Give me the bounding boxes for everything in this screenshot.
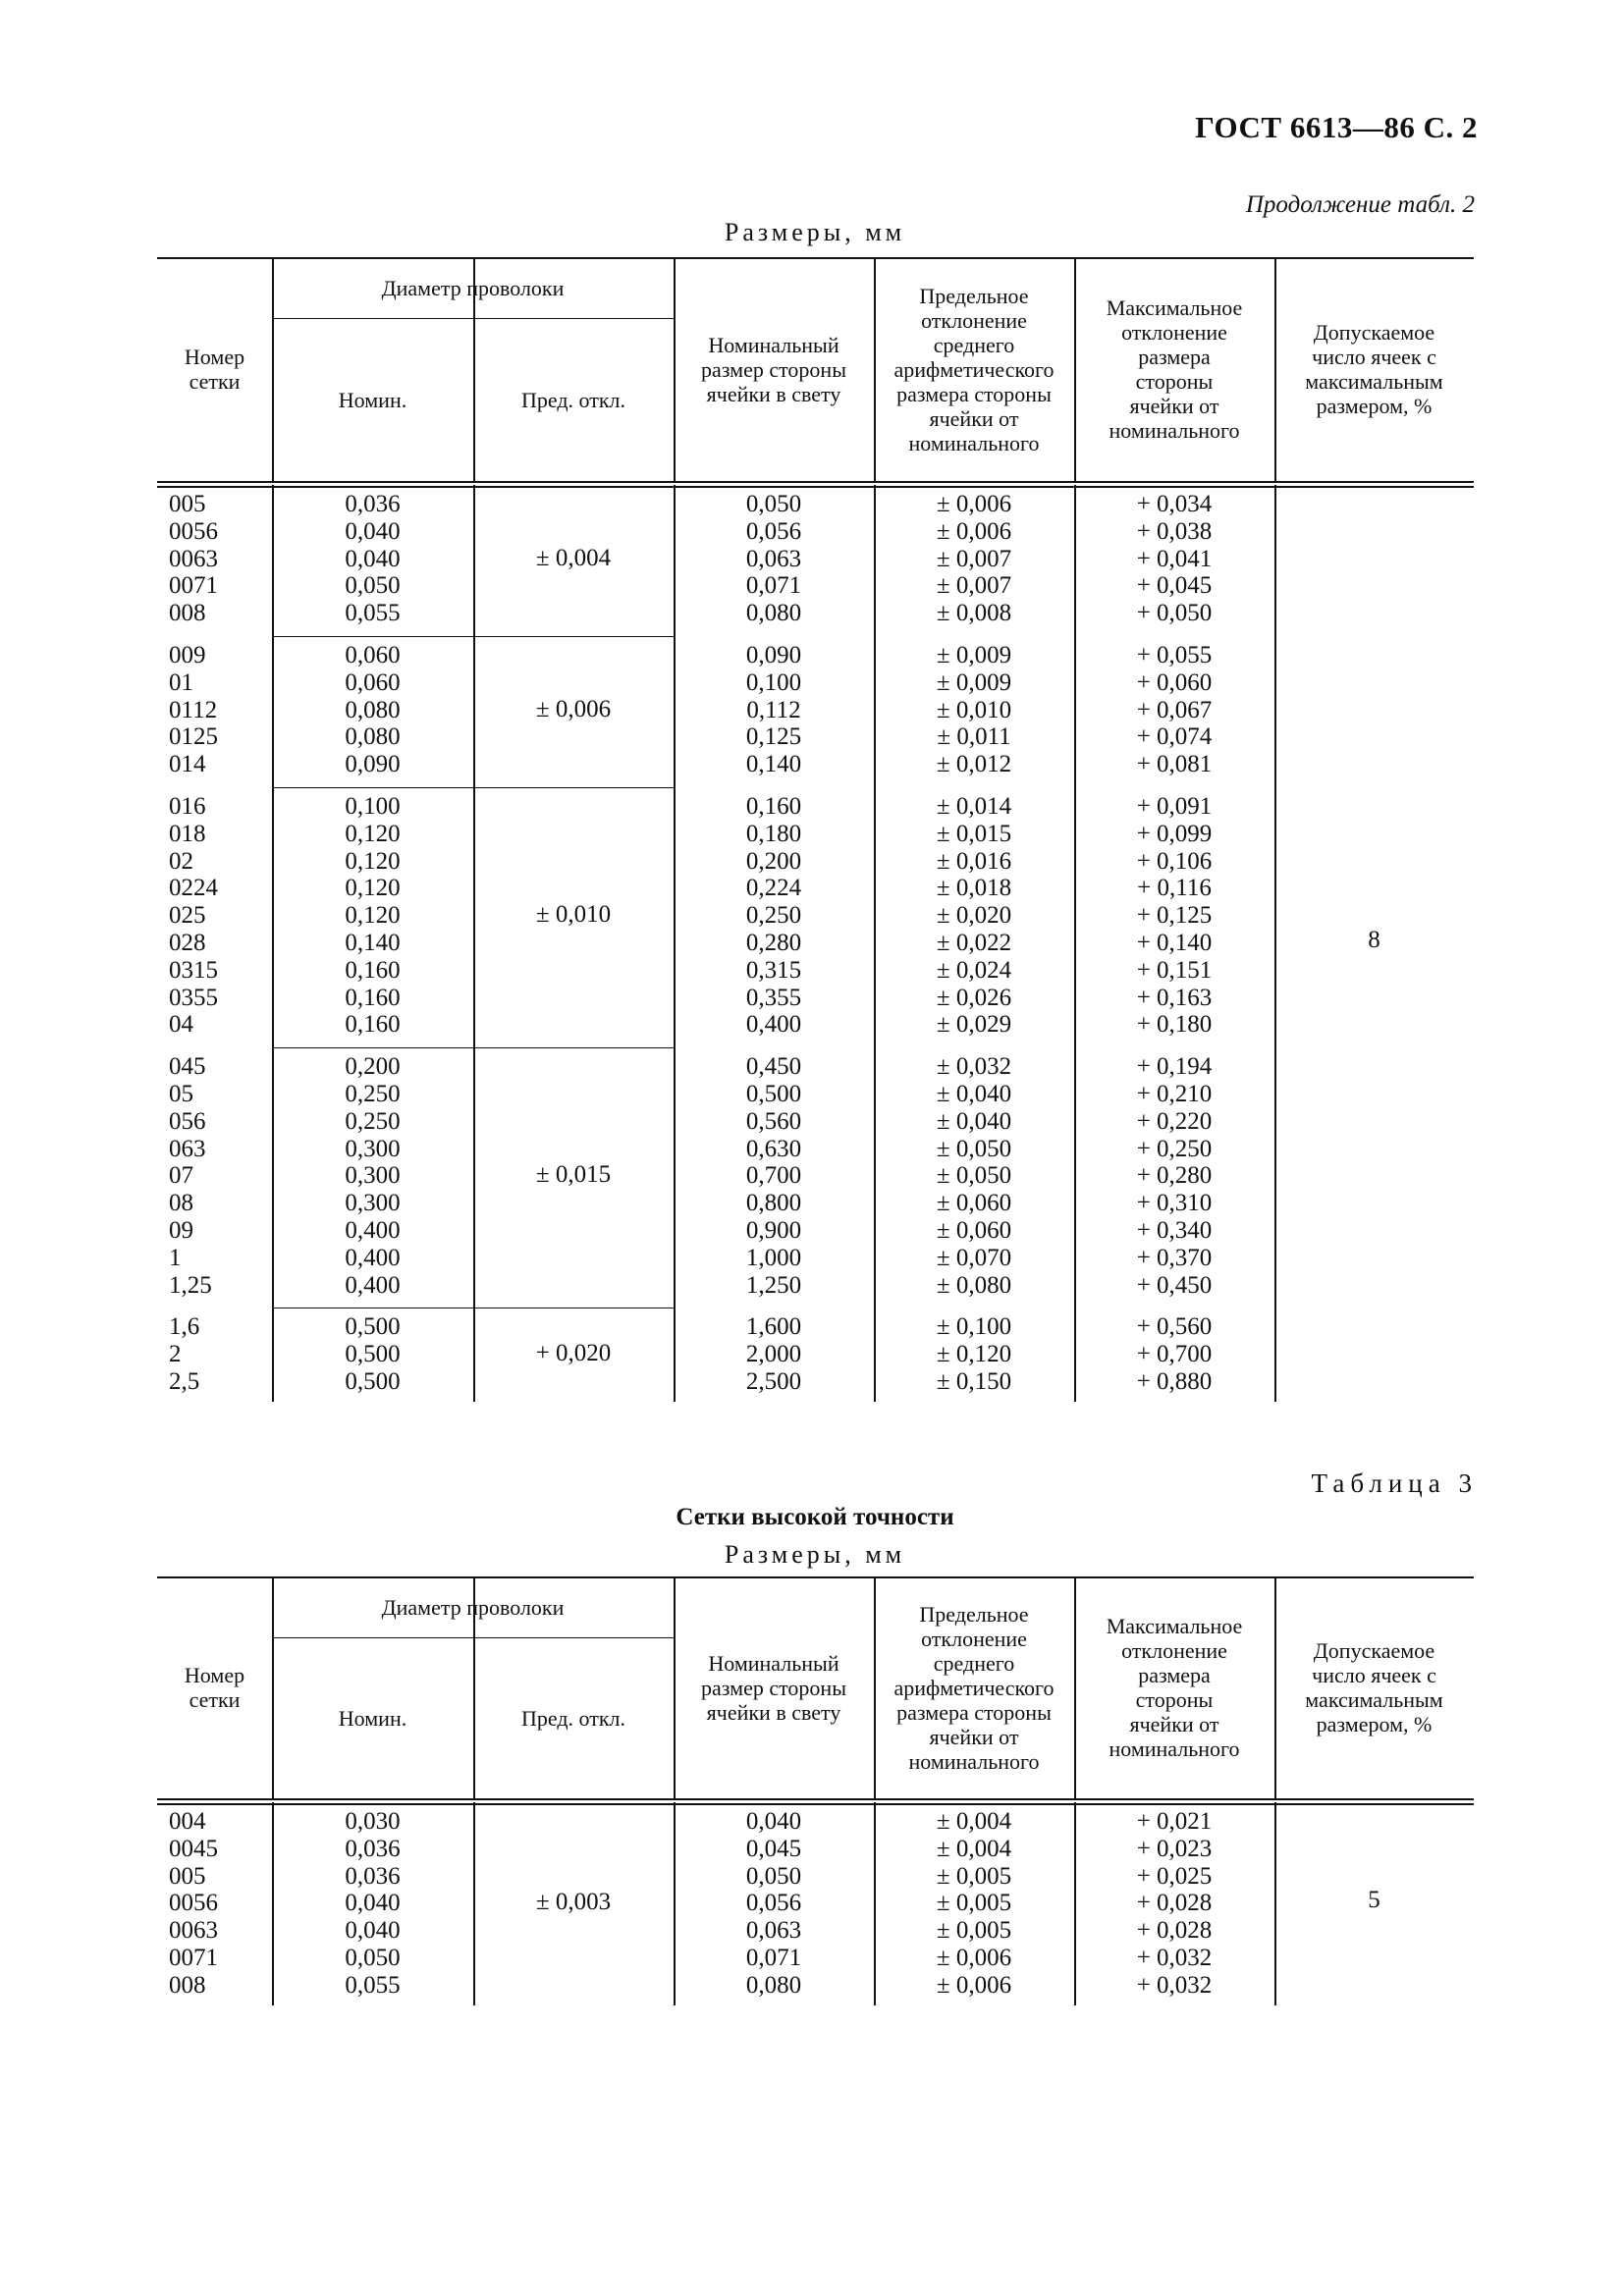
cell-nominal-size: 0,160 [745, 793, 802, 820]
cell-nomin: 0,040 [345, 517, 401, 545]
body-col-divider [674, 485, 676, 1402]
cell-nominal-size: 0,080 [745, 600, 802, 627]
cell-max-deviation: + 0,032 [1136, 1971, 1213, 1999]
column-block [272, 642, 473, 778]
column-block [169, 1313, 277, 1395]
cell-limit-deviation: ± 0,009 [936, 668, 1012, 696]
cell-nomin: 0,400 [345, 1216, 401, 1244]
cell-nominal-size: 0,063 [745, 1917, 802, 1945]
cell-nomer: 0063 [169, 545, 218, 572]
cell-allowed-value: 8 [1368, 926, 1380, 953]
cell-limit-deviation: ± 0,040 [936, 1107, 1012, 1135]
cell-nomin: 0,250 [345, 1107, 401, 1135]
cell-nomer: 008 [169, 1971, 206, 1999]
cell-nominal-size: 0,056 [745, 517, 802, 545]
cell-nominal-size: 0,063 [745, 545, 802, 572]
table-3-label: Таблица 3 [1311, 1468, 1478, 1498]
cell-nominal-size: 0,071 [745, 572, 802, 600]
cell-nomer: 005 [169, 1862, 206, 1890]
cell-nomin: 0,100 [345, 793, 401, 820]
cell-limit-deviation: ± 0,007 [936, 572, 1012, 600]
cell-nominal-size: 0,250 [745, 902, 802, 930]
cell-limit-deviation: ± 0,020 [936, 902, 1012, 930]
cell-nominal-size: 0,125 [745, 723, 802, 751]
column-block [674, 793, 874, 1039]
cell-nomer: 0315 [169, 956, 218, 984]
cell-limit-deviation: ± 0,012 [936, 751, 1012, 778]
cell-limit-deviation: ± 0,007 [936, 545, 1012, 572]
cell-nomer: 1,25 [169, 1271, 212, 1299]
cell-tolerance: ± 0,015 [535, 1161, 612, 1189]
cell-max-deviation: + 0,250 [1136, 1135, 1213, 1162]
cell-max-deviation: + 0,060 [1136, 668, 1213, 696]
cell-nomer: 2 [169, 1341, 182, 1368]
cell-max-deviation: + 0,220 [1136, 1107, 1213, 1135]
cell-max-deviation: + 0,560 [1136, 1313, 1213, 1341]
column-block [272, 1313, 473, 1395]
cell-nomin: 0,040 [345, 1890, 401, 1917]
cell-nomin: 0,250 [345, 1080, 401, 1107]
cell-nomin: 0,080 [345, 723, 401, 751]
cell-nomer: 07 [169, 1162, 193, 1190]
header-max-deviation: Максимальное отклонение размера стороны ячейки от номинального [1106, 1614, 1243, 1761]
cell-nomin: 0,120 [345, 847, 401, 875]
cell-nominal-size: 2,000 [745, 1341, 802, 1368]
cell-limit-deviation: ± 0,032 [936, 1053, 1012, 1081]
cell-nomin: 0,300 [345, 1135, 401, 1162]
cell-nomer: 005 [169, 491, 206, 517]
cell-nomer: 02 [169, 847, 193, 875]
cell-nomin: 0,300 [345, 1190, 401, 1217]
cell-nomin: 0,300 [345, 1162, 401, 1190]
header-pred: Пред. откл. [520, 387, 626, 412]
cell-max-deviation: + 0,055 [1136, 642, 1213, 668]
cell-nomin: 0,500 [345, 1341, 401, 1368]
cell-tolerance: ± 0,004 [535, 544, 612, 571]
cell-nomer: 008 [169, 600, 206, 627]
cell-nomin: 0,040 [345, 1917, 401, 1945]
cell-nomin: 0,400 [345, 1244, 401, 1271]
cell-nominal-size: 0,224 [745, 875, 802, 902]
cell-nomer: 2,5 [169, 1367, 200, 1395]
cell-nomer: 004 [169, 1808, 206, 1835]
page-header: ГОСТ 6613—86 С. 2 [1195, 110, 1478, 144]
cell-nominal-size: 0,180 [745, 820, 802, 847]
column-block [1074, 1313, 1274, 1395]
cell-limit-deviation: ± 0,008 [936, 600, 1012, 627]
cell-nominal-size: 1,600 [745, 1313, 802, 1341]
cell-nominal-size: 0,400 [745, 1011, 802, 1039]
body-col-divider [874, 1802, 876, 2005]
cell-limit-deviation: ± 0,029 [936, 1011, 1012, 1039]
header-nomer: Номер сетки [184, 1663, 245, 1712]
cell-limit-deviation: ± 0,004 [936, 1808, 1012, 1835]
cell-max-deviation: + 0,067 [1136, 696, 1213, 723]
cell-max-deviation: + 0,028 [1136, 1917, 1213, 1945]
cell-limit-deviation: ± 0,120 [936, 1341, 1012, 1368]
cell-max-deviation: + 0,880 [1136, 1367, 1213, 1395]
column-block [169, 793, 277, 1039]
cell-limit-deviation: ± 0,005 [936, 1862, 1012, 1890]
cell-max-deviation: + 0,125 [1136, 902, 1213, 930]
cell-max-deviation: + 0,045 [1136, 572, 1213, 600]
cell-nomin: 0,140 [345, 929, 401, 956]
column-block [674, 1053, 874, 1299]
cell-max-deviation: + 0,034 [1136, 491, 1213, 517]
cell-limit-deviation: ± 0,050 [936, 1135, 1012, 1162]
cell-limit-deviation: ± 0,024 [936, 956, 1012, 984]
column-block [874, 491, 1074, 627]
cell-limit-deviation: ± 0,011 [937, 723, 1011, 751]
cell-limit-deviation: ± 0,050 [936, 1162, 1012, 1190]
cell-nominal-size: 0,050 [745, 1862, 802, 1890]
cell-nominal-size: 0,090 [745, 642, 802, 668]
cell-nomin: 0,060 [345, 668, 401, 696]
cell-nominal-size: 0,056 [745, 1890, 802, 1917]
cell-nominal-size: 0,355 [745, 984, 802, 1011]
cell-nomin: 0,055 [345, 1971, 401, 1999]
column-block [272, 1808, 473, 2000]
cell-nomer: 014 [169, 751, 206, 778]
header-nominal-size: Номинальный размер стороны ячейки в свету [701, 1650, 846, 1725]
cell-nominal-size: 0,315 [745, 956, 802, 984]
cell-nominal-size: 0,080 [745, 1971, 802, 1999]
cell-nomer: 025 [169, 902, 206, 930]
cell-nominal-size: 0,450 [745, 1053, 802, 1081]
cell-limit-deviation: ± 0,015 [936, 820, 1012, 847]
body-col-divider [272, 485, 274, 1402]
column-block [1074, 793, 1274, 1039]
cell-nomer: 045 [169, 1053, 206, 1081]
cell-nomin: 0,060 [345, 642, 401, 668]
cell-limit-deviation: ± 0,060 [936, 1190, 1012, 1217]
cell-limit-deviation: ± 0,026 [936, 984, 1012, 1011]
cell-max-deviation: + 0,310 [1136, 1190, 1213, 1217]
cell-limit-deviation: ± 0,004 [936, 1835, 1012, 1862]
cell-max-deviation: + 0,450 [1136, 1271, 1213, 1299]
cell-nomin: 0,160 [345, 1011, 401, 1039]
cell-nomer: 01 [169, 668, 193, 696]
cell-nomer: 0063 [169, 1917, 218, 1945]
cell-max-deviation: + 0,023 [1136, 1835, 1213, 1862]
cell-nomin: 0,120 [345, 875, 401, 902]
cell-nomin: 0,120 [345, 902, 401, 930]
cell-tolerance: ± 0,003 [535, 1889, 612, 1916]
cell-max-deviation: + 0,025 [1136, 1862, 1213, 1890]
header-allowed-count: Допускаемое число ячеек с максимальным размером, % [1305, 320, 1443, 418]
column-block [1074, 642, 1274, 778]
header-limit-deviation: Предельное отклонение среднего арифметического размера стороны ячейки от номинального [893, 283, 1055, 455]
cell-max-deviation: + 0,340 [1136, 1216, 1213, 1244]
cell-nomer: 0071 [169, 572, 218, 600]
cell-limit-deviation: ± 0,022 [936, 929, 1012, 956]
cell-limit-deviation: ± 0,150 [936, 1367, 1012, 1395]
header-nomer: Номер сетки [184, 345, 245, 394]
cell-nominal-size: 0,045 [745, 1835, 802, 1862]
cell-nomin: 0,080 [345, 696, 401, 723]
cell-nominal-size: 0,280 [745, 929, 802, 956]
cell-max-deviation: + 0,041 [1136, 545, 1213, 572]
header-pred: Пред. откл. [520, 1705, 626, 1731]
cell-nomer: 0056 [169, 1890, 218, 1917]
header-nomin: Номин. [338, 387, 407, 412]
cell-max-deviation: + 0,081 [1136, 751, 1213, 778]
column-block [169, 1053, 277, 1299]
cell-limit-deviation: ± 0,040 [936, 1080, 1012, 1107]
cell-max-deviation: + 0,091 [1136, 793, 1213, 820]
cell-nomin: 0,030 [345, 1808, 401, 1835]
cell-nominal-size: 2,500 [745, 1367, 802, 1395]
column-block [1074, 1053, 1274, 1299]
cell-nomin: 0,040 [345, 545, 401, 572]
cell-nominal-size: 0,700 [745, 1162, 802, 1190]
header-limit-deviation: Предельное отклонение среднего арифметического размера стороны ячейки от номинального [893, 1601, 1055, 1774]
cell-nominal-size: 0,900 [745, 1216, 802, 1244]
cell-limit-deviation: ± 0,060 [936, 1216, 1012, 1244]
cell-nominal-size: 1,250 [745, 1271, 802, 1299]
column-block [874, 1313, 1074, 1395]
cell-nomin: 0,200 [345, 1053, 401, 1081]
cell-nomer: 1 [169, 1244, 182, 1271]
cell-max-deviation: + 0,038 [1136, 517, 1213, 545]
cell-max-deviation: + 0,140 [1136, 929, 1213, 956]
cell-nominal-size: 0,500 [745, 1080, 802, 1107]
cell-limit-deviation: ± 0,018 [936, 875, 1012, 902]
cell-max-deviation: + 0,106 [1136, 847, 1213, 875]
cell-max-deviation: + 0,210 [1136, 1080, 1213, 1107]
header-nomin: Номин. [338, 1705, 407, 1731]
cell-nomin: 0,120 [345, 820, 401, 847]
body-col-divider [473, 1802, 475, 2005]
cell-nomer: 016 [169, 793, 206, 820]
cell-nomin: 0,400 [345, 1271, 401, 1299]
cell-nomer: 018 [169, 820, 206, 847]
cell-max-deviation: + 0,280 [1136, 1162, 1213, 1190]
cell-nomin: 0,036 [345, 1835, 401, 1862]
cell-nomer: 0355 [169, 984, 218, 1011]
cell-limit-deviation: ± 0,009 [936, 642, 1012, 668]
column-block [674, 1808, 874, 2000]
cell-nomer: 009 [169, 642, 206, 668]
cell-max-deviation: + 0,180 [1136, 1011, 1213, 1039]
cell-max-deviation: + 0,370 [1136, 1244, 1213, 1271]
column-block [874, 642, 1074, 778]
cell-nomin: 0,036 [345, 491, 401, 517]
cell-nomin: 0,036 [345, 1862, 401, 1890]
header-diameter: Диаметр проволоки [381, 275, 565, 300]
cell-max-deviation: + 0,050 [1136, 600, 1213, 627]
cell-nomin: 0,160 [345, 984, 401, 1011]
cell-limit-deviation: ± 0,014 [936, 793, 1012, 820]
column-block [874, 1053, 1074, 1299]
cell-nomer: 0112 [169, 696, 218, 723]
column-block [272, 1053, 473, 1299]
header-allowed-count: Допускаемое число ячеек с максимальным размером, % [1305, 1638, 1443, 1736]
cell-limit-deviation: ± 0,080 [936, 1271, 1012, 1299]
cell-limit-deviation: ± 0,006 [936, 491, 1012, 517]
body-col-divider [674, 1802, 676, 2005]
cell-limit-deviation: ± 0,006 [936, 1944, 1012, 1971]
column-block [874, 1808, 1074, 2000]
cell-limit-deviation: ± 0,016 [936, 847, 1012, 875]
cell-limit-deviation: ± 0,005 [936, 1917, 1012, 1945]
units-label: Размеры, мм [724, 218, 906, 246]
cell-limit-deviation: ± 0,005 [936, 1890, 1012, 1917]
cell-limit-deviation: ± 0,100 [936, 1313, 1012, 1341]
cell-nomin: 0,500 [345, 1367, 401, 1395]
column-block [674, 491, 874, 627]
cell-nomer: 0071 [169, 1944, 218, 1971]
cell-nominal-size: 0,630 [745, 1135, 802, 1162]
cell-limit-deviation: ± 0,006 [936, 1971, 1012, 1999]
cell-nomer: 028 [169, 929, 206, 956]
body-col-divider [473, 485, 475, 1402]
cell-allowed-value: 5 [1368, 1887, 1380, 1914]
column-block [169, 491, 277, 627]
cell-tolerance: ± 0,010 [535, 901, 612, 929]
cell-nomer: 0224 [169, 875, 218, 902]
continuation-note: Продолжение табл. 2 [1245, 191, 1475, 218]
column-block [874, 793, 1074, 1039]
column-block [169, 642, 277, 778]
header-diameter: Диаметр проволоки [381, 1594, 565, 1620]
cell-nomin: 0,090 [345, 751, 401, 778]
cell-max-deviation: + 0,021 [1136, 1808, 1213, 1835]
cell-nomer: 05 [169, 1080, 193, 1107]
cell-nomer: 1,6 [169, 1313, 200, 1341]
column-block [169, 1808, 277, 2000]
cell-limit-deviation: ± 0,010 [936, 696, 1012, 723]
cell-nomer: 0045 [169, 1835, 218, 1862]
cell-max-deviation: + 0,163 [1136, 984, 1213, 1011]
cell-max-deviation: + 0,116 [1137, 875, 1212, 902]
cell-nomin: 0,055 [345, 600, 401, 627]
cell-max-deviation: + 0,700 [1136, 1341, 1213, 1368]
column-block [674, 642, 874, 778]
cell-nomer: 04 [169, 1011, 193, 1039]
cell-nomin: 0,160 [345, 956, 401, 984]
cell-max-deviation: + 0,099 [1136, 820, 1213, 847]
column-block [1074, 491, 1274, 627]
cell-max-deviation: + 0,194 [1136, 1053, 1213, 1081]
cell-nomer: 08 [169, 1190, 193, 1217]
cell-nomer: 063 [169, 1135, 206, 1162]
cell-nomin: 0,050 [345, 1944, 401, 1971]
cell-tolerance: ± 0,006 [535, 695, 612, 722]
cell-nominal-size: 0,040 [745, 1808, 802, 1835]
body-col-divider [1074, 1802, 1076, 2005]
cell-nominal-size: 0,200 [745, 847, 802, 875]
cell-nominal-size: 0,112 [746, 696, 801, 723]
column-block [1074, 1808, 1274, 2000]
cell-nominal-size: 0,800 [745, 1190, 802, 1217]
column-block [272, 793, 473, 1039]
header-nominal-size: Номинальный размер стороны ячейки в свету [701, 332, 846, 406]
column-block [674, 1313, 874, 1395]
cell-max-deviation: + 0,074 [1136, 723, 1213, 751]
cell-nominal-size: 0,050 [745, 491, 802, 517]
cell-nomer: 0056 [169, 517, 218, 545]
cell-nominal-size: 0,140 [745, 751, 802, 778]
cell-nomer: 056 [169, 1107, 206, 1135]
cell-nominal-size: 0,071 [745, 1944, 802, 1971]
header-max-deviation: Максимальное отклонение размера стороны ячейки от номинального [1106, 295, 1243, 443]
body-col-divider [1074, 485, 1076, 1402]
body-col-divider [874, 485, 876, 1402]
cell-tolerance: + 0,020 [535, 1340, 612, 1367]
cell-max-deviation: + 0,032 [1136, 1944, 1213, 1971]
cell-limit-deviation: ± 0,006 [936, 517, 1012, 545]
units-label-2: Размеры, мм [724, 1540, 906, 1569]
cell-nomin: 0,500 [345, 1313, 401, 1341]
cell-max-deviation: + 0,028 [1136, 1890, 1213, 1917]
cell-nominal-size: 1,000 [745, 1244, 802, 1271]
table-3-title: Сетки высокой точности [676, 1504, 954, 1530]
cell-nomer: 0125 [169, 723, 218, 751]
cell-limit-deviation: ± 0,070 [936, 1244, 1012, 1271]
body-col-divider [272, 1802, 274, 2005]
cell-nominal-size: 0,560 [745, 1107, 802, 1135]
column-block [272, 491, 473, 627]
cell-max-deviation: + 0,151 [1136, 956, 1213, 984]
cell-nomin: 0,050 [345, 572, 401, 600]
cell-nominal-size: 0,100 [745, 668, 802, 696]
cell-nomer: 09 [169, 1216, 193, 1244]
